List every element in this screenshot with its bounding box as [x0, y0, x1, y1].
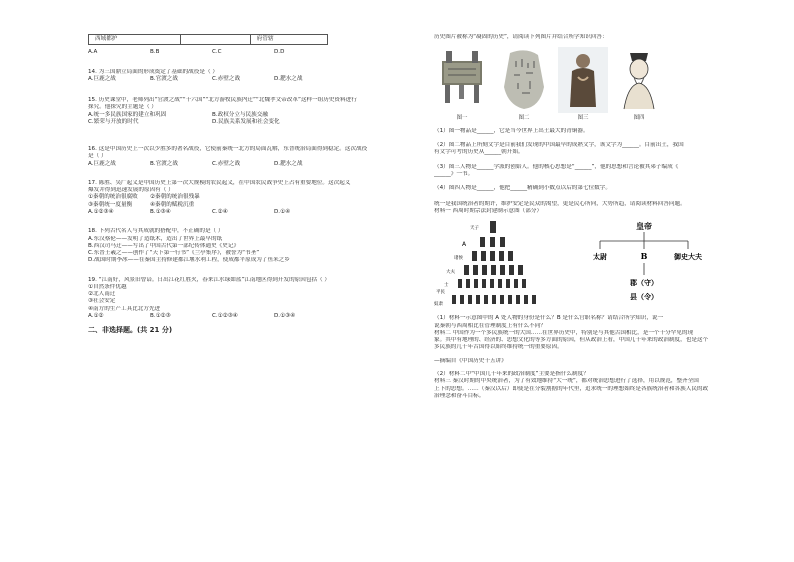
figure-caption: 图四: [633, 115, 645, 122]
option[interactable]: D.淝水之战: [274, 75, 303, 82]
statement: ④秦朝的赋税沉重: [150, 201, 195, 208]
figure-3: [558, 47, 608, 122]
material-text: 象。其中有地理的、经济的、思想文化的等多方面的原因，但从政治上看，中国几千年来的政治制度，也是这个: [434, 337, 709, 344]
option[interactable]: B.官渡之战: [150, 160, 178, 167]
question-text: （2）材料二中“中国几千年来的政治制度”主要是指什么制度？: [434, 371, 589, 377]
option[interactable]: C.东晋王羲之——创作了“天下第一行书”《兰亭集序》，被誉为“书圣”: [88, 250, 260, 257]
table-cell: [180, 35, 250, 45]
figure-caption: 图三: [577, 115, 589, 122]
q17-statements: [88, 202, 426, 209]
chart-node: 御史大夫: [674, 252, 702, 262]
confucius-statue-image: [558, 47, 608, 113]
statement: ④南方的生产工具比北方先进: [88, 305, 161, 312]
q19-stem: 19. “江南好，风景旧曾谙。日出江花红胜火，春来江水绿如蓝”江南地区得到开发的原因包括（ ）: [88, 276, 330, 283]
q14-options: [88, 76, 426, 83]
option[interactable]: A.巨鹿之战: [88, 75, 116, 82]
option[interactable]: A.①②③④: [88, 208, 114, 215]
zu-chongzhi-portrait-image: [614, 47, 664, 113]
option[interactable]: A.①②: [88, 312, 104, 319]
statement: ①秦朝的统治很腐败: [88, 194, 138, 201]
q17-stem: 17. 陈胜、吴广起义是中国历史上第一次大规模的农民起义，在中国农民战争史上占有重要地位。这次起义: [88, 179, 351, 186]
q15-options: [88, 112, 426, 119]
chart-node-b: B: [640, 251, 648, 262]
material-text: 材料一 西周时期宗法封建制示意图（部分）: [434, 208, 543, 215]
table-cell: 西域都护: [89, 35, 181, 45]
oracle-bone-image: [496, 47, 552, 113]
material-text: 治理念和奋斗目标。: [434, 392, 485, 399]
statement: ③秦朝统一度量衡: [88, 201, 133, 208]
source-citation: —摘编自《中国历史十五讲》: [434, 357, 507, 364]
q16-options: [88, 161, 426, 168]
figure-caption: 图二: [518, 115, 530, 122]
option[interactable]: B.官渡之战: [150, 75, 178, 82]
material-text: 上下的思想。……（秦汉以后）即使是在分裂割据的年代里，追求统一的理想始终是各族统治者和各族人民的政: [434, 385, 709, 392]
statement: ②秦朝的统治很残暴: [150, 194, 200, 201]
q13-options: [88, 49, 426, 56]
pyramid-label: 天子: [470, 226, 479, 232]
q15-options: [88, 119, 426, 126]
option[interactable]: D.战国时期李冰——在秦国主持修建都江堰水利工程，使成都平原成为了鱼米之乡: [88, 257, 290, 264]
option[interactable]: B.西汉司马迁——写出了中国古代第一部纪传体通史《史记》: [88, 242, 240, 249]
option[interactable]: B.政权分立与民族交融: [212, 111, 268, 118]
chart-node: 郡（守）: [630, 278, 658, 288]
q17-stem: 爆发并得到迅速发展的原因有（ ）: [88, 187, 174, 194]
question-text: ______》一书。: [434, 171, 474, 178]
question-text: （3）图三人物是______学派的创始人。他的核心思想是“______”，他的思想和言论被其弟子编成《: [434, 164, 679, 171]
option[interactable]: A.A: [88, 49, 98, 56]
chart-node: 县（令）: [630, 292, 658, 302]
left-column: [88, 34, 426, 335]
option[interactable]: A.东汉蔡伦——发明了造纸术，造出了世界上最早的纸: [88, 235, 223, 242]
figure-caption: 图一: [456, 115, 468, 122]
pyramid-label: A: [462, 241, 467, 249]
option[interactable]: C.赤壁之战: [212, 160, 241, 167]
question-text: （1）图一物品是______，它是当今世界上出土最大的青铜器。: [434, 128, 589, 135]
pyramid-label: 诸侯: [454, 256, 463, 262]
pyramid-label: 士: [444, 283, 449, 289]
material-text: 材料三 秦汉时期的中央统治者，为了有效地维持“大一统”，都对统治思想进行了选择，用以规范，整齐全国: [434, 378, 699, 385]
section-heading: 二、非选择题。(共 21 分): [88, 326, 173, 335]
q17-statements: [88, 194, 426, 201]
answer-table: [88, 34, 328, 45]
option[interactable]: C.C: [212, 49, 222, 56]
question-text: 说秦朝与西周相比在管理制度上有什么不同？: [434, 322, 546, 329]
chart-node-emperor: 皇帝: [636, 221, 652, 232]
statement: ③社会安定: [88, 298, 116, 305]
pyramid-label: 大夫: [446, 270, 455, 276]
option[interactable]: B.①③④: [150, 208, 171, 215]
q17-options: [88, 209, 426, 216]
qin-bureaucracy-chart: [584, 219, 704, 311]
option[interactable]: D.①④: [274, 208, 291, 215]
option[interactable]: D.淝水之战: [274, 160, 303, 167]
diagram-row: [434, 219, 770, 311]
figure-1: [434, 47, 490, 122]
table-cell: 府管辖: [250, 35, 327, 45]
question-text: （4）图四人物是______，他把______精确到小数点以后的第七位数字。: [434, 184, 611, 191]
intro-text: 历史图片被称为“凝固的历史”，请阅读下列图片并结合所学知识回答：: [434, 34, 608, 40]
q18-stem: 18. 下列古代名人与其成就的搭配中，不正确的是（ ）: [88, 228, 224, 235]
q16-stem: 是（ ）: [88, 153, 107, 160]
option[interactable]: C.②④: [212, 208, 228, 215]
q16-stem: 16. 这是中国历史上一次以少胜多的著名战役，它使前秦统一北方的局面瓦解，东晋统治局面得到稳定。这次战役: [88, 146, 368, 153]
option[interactable]: A.巨鹿之战: [88, 160, 116, 167]
option[interactable]: D.①③④: [274, 312, 296, 319]
material-text: 统一是我国统治者的期许，维护安定是民众的渴望，更是民心所向，大势所趋，请阅读材料回答问题。: [434, 200, 686, 207]
figure-row: [434, 47, 664, 122]
q15-stem: 探究。他探究的主题是（ ）: [88, 104, 157, 111]
q19-options: [88, 313, 426, 320]
statement: ①自然条件优越: [88, 283, 127, 290]
option[interactable]: D.D: [274, 49, 285, 56]
question-text: （2）图二物品上所刻文字是目前我们发现的中国最早的成熟文字，该文字为______。目前出土，我国: [434, 141, 684, 148]
q15-stem: 15. 历史课堂中，老师列出“官渡之战”“十六国”“北方游牧民族内迁”“北魏孝文帝改革”这样一组历史资料进行: [88, 97, 357, 104]
right-column: [434, 34, 770, 400]
option[interactable]: D.民族关系发展和社会变化: [212, 118, 280, 125]
option[interactable]: A.统一多民族国家的建立和巩固: [88, 111, 167, 118]
bronze-ding-image: [434, 47, 490, 113]
question-text: （1）材料一示意图中的 A 处人物的身份是什么？B 是什么官职名称？请结合所学知识，说一: [434, 315, 664, 322]
pyramid-label: 奴隶: [434, 302, 443, 308]
option[interactable]: C.繁荣与开放的时代: [88, 118, 139, 125]
zhou-hierarchy-pyramid: [434, 219, 554, 311]
statement: ②北人南迁: [88, 291, 116, 298]
option[interactable]: B.B: [150, 49, 160, 56]
question-text: 有文字可考的历史从______朝开始。: [434, 148, 524, 155]
material-text: 多民族的几千年古国得以始终维持统一的重要原因。: [434, 344, 563, 351]
material-text: 材料二 中国作为一个多民族统一的大国……在世界历史中，特别是与其他古国相比，是一个十分罕见的现: [434, 329, 694, 336]
q14-stem: 14. 为三国鼎立局面的形成奠定了基础的战役是（ ）: [88, 68, 218, 75]
option[interactable]: C.赤壁之战: [212, 75, 241, 82]
figure-2: [496, 47, 552, 122]
figure-4: [614, 47, 664, 122]
option[interactable]: C.①②③④: [212, 312, 238, 319]
chart-node: 太尉: [593, 252, 607, 262]
pyramid-label: 平民: [436, 290, 445, 296]
option[interactable]: B.①②③: [150, 312, 171, 319]
